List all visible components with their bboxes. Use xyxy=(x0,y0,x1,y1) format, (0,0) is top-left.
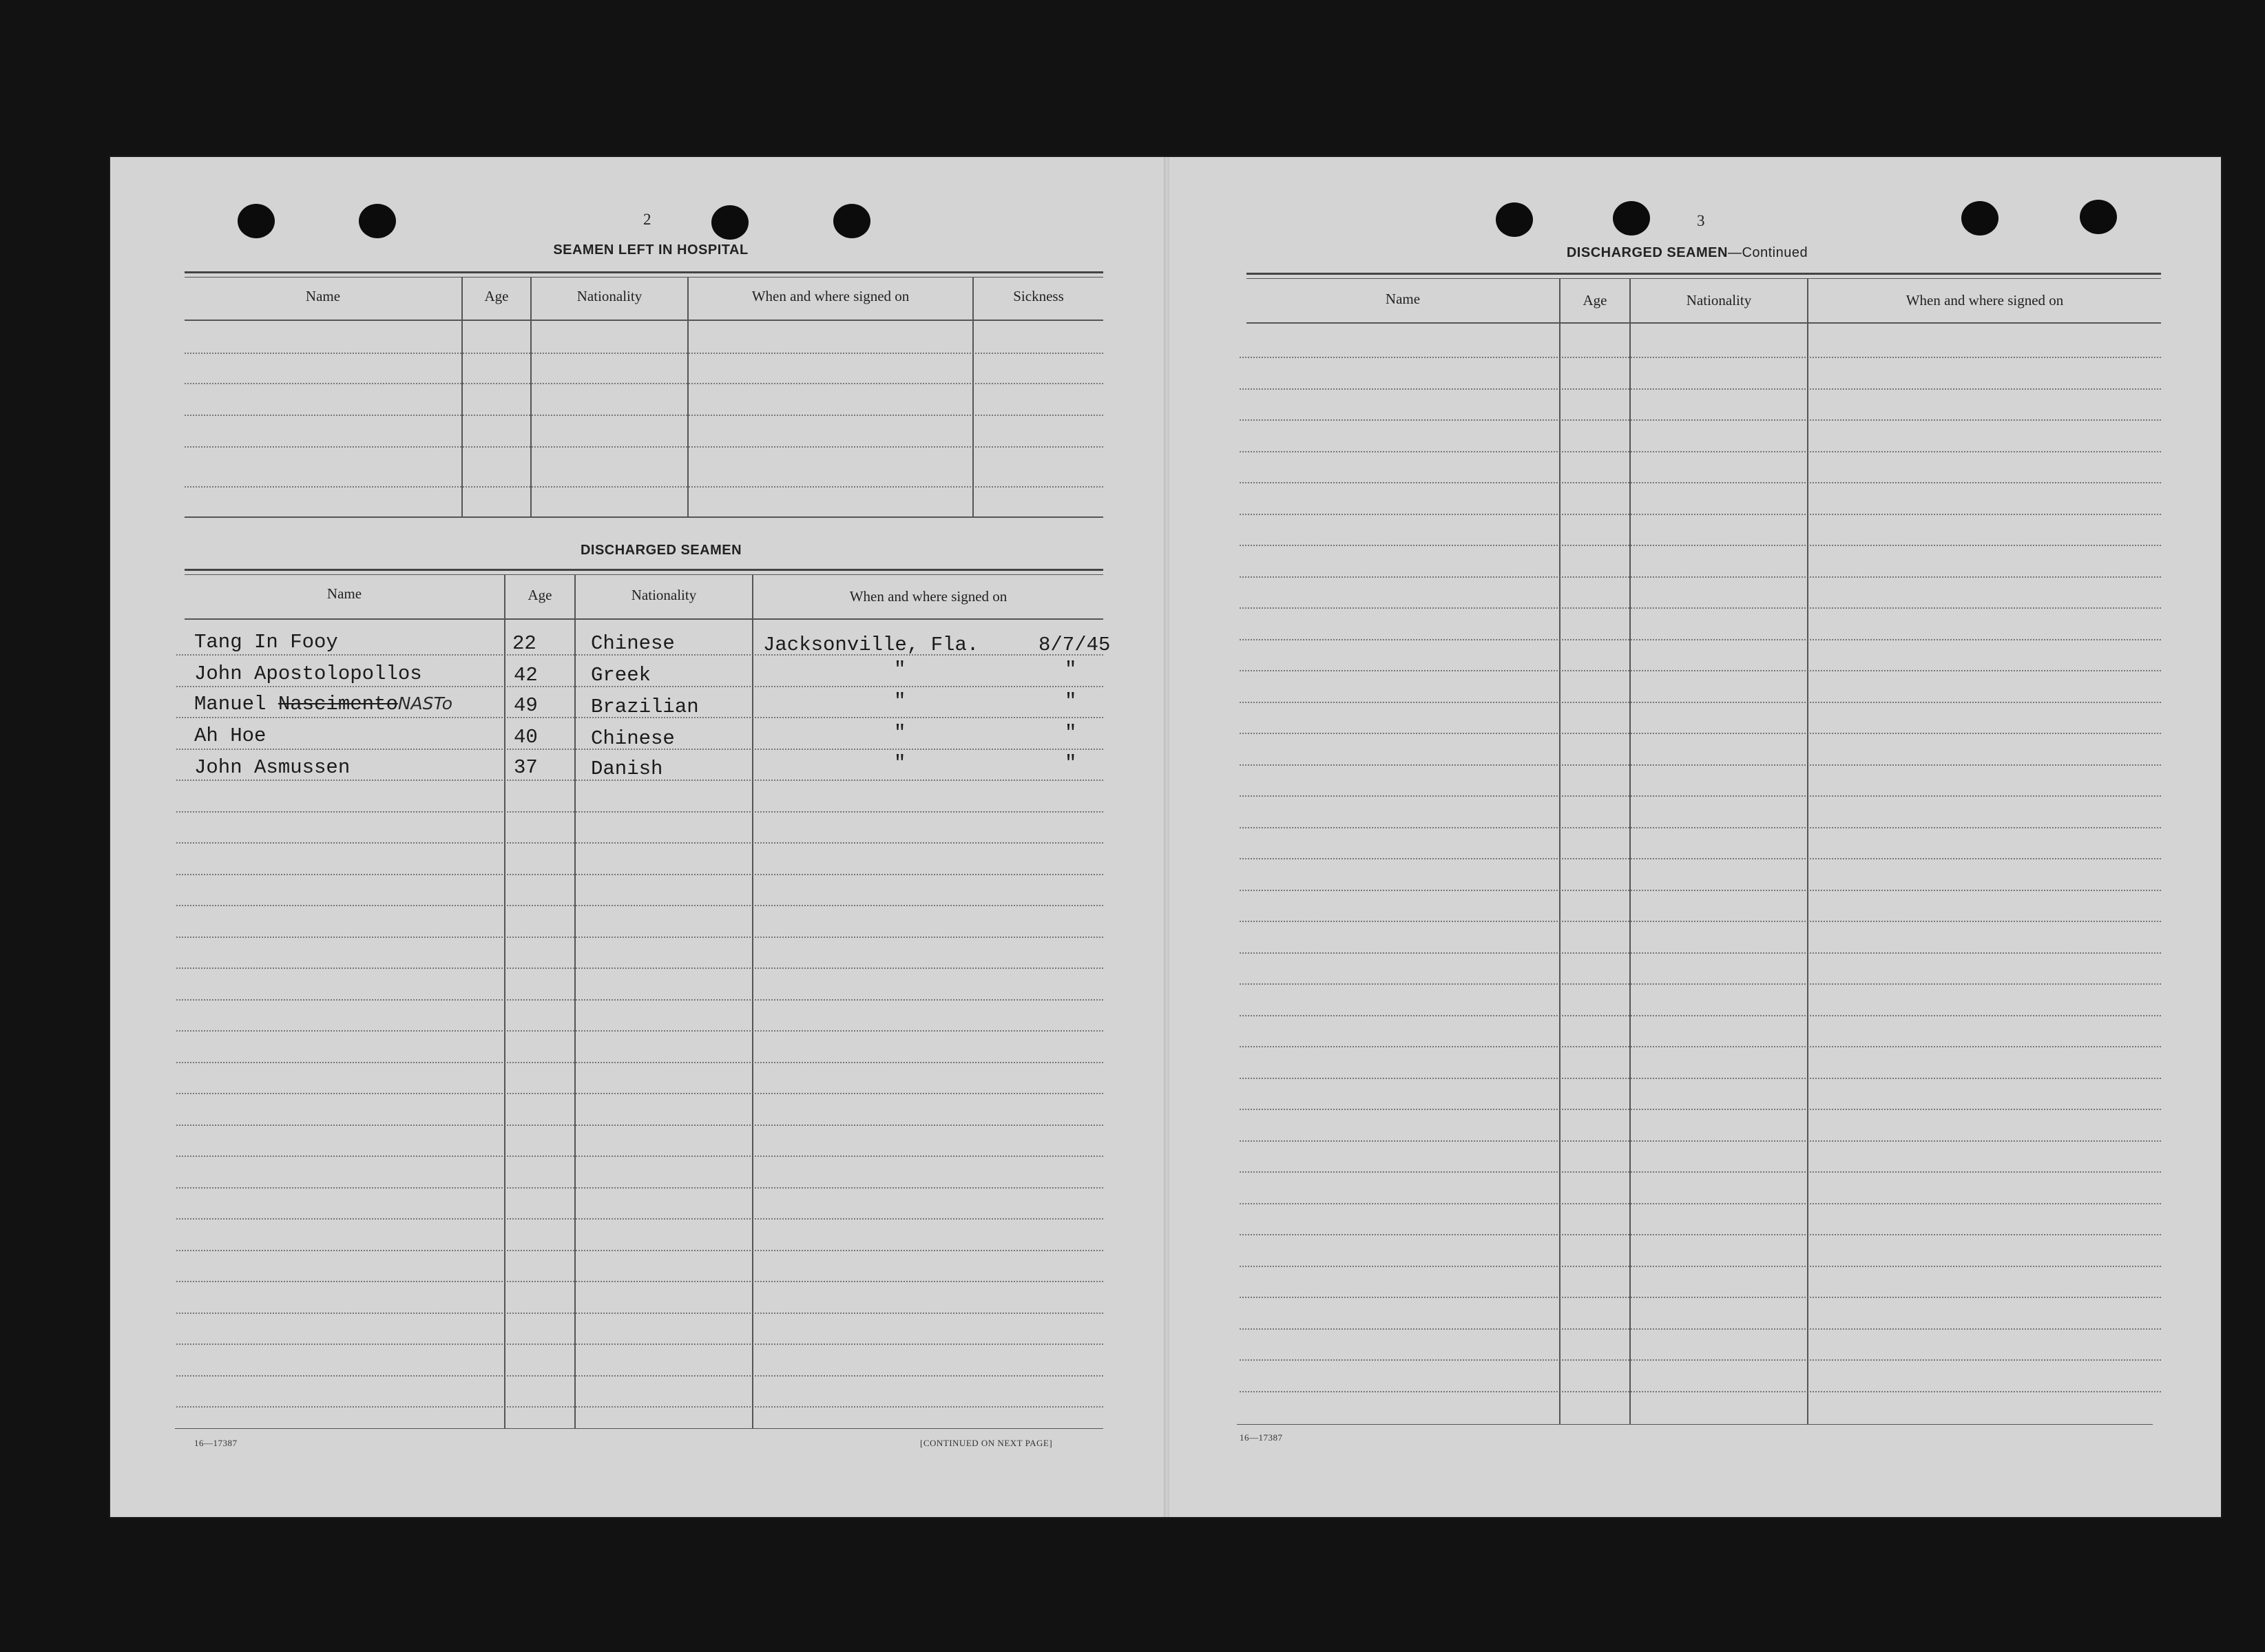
ruled-line xyxy=(1240,1109,2161,1110)
column-divider xyxy=(504,574,505,1428)
ruled-line xyxy=(1240,1046,2161,1047)
ruled-line xyxy=(1240,1297,2161,1298)
col-header-nationality: Nationality xyxy=(631,587,697,603)
seaman-name xyxy=(194,694,452,714)
punch-hole xyxy=(1961,201,1998,236)
column-divider xyxy=(1559,278,1561,1424)
column-divider xyxy=(530,277,532,516)
continued-note: [CONTINUED ON NEXT PAGE] xyxy=(920,1438,1053,1448)
signed-on-place: " xyxy=(894,722,906,744)
column-divider xyxy=(687,277,689,516)
signed-on-place: " xyxy=(894,752,906,775)
seaman-age: 22 xyxy=(512,632,536,655)
ruled-line xyxy=(1240,545,2161,546)
seaman-nationality: Chinese xyxy=(591,632,675,655)
signed-on-date: 8/7/45 xyxy=(1038,634,1111,656)
seaman-name: Ah Hoe xyxy=(194,724,267,747)
column-divider xyxy=(461,277,463,516)
ruled-line xyxy=(1240,1234,2161,1235)
seaman-name: John Apostolopollos xyxy=(194,662,422,685)
ruled-line xyxy=(176,1187,1103,1189)
column-divider xyxy=(752,574,753,1428)
seaman-age: 37 xyxy=(514,756,538,779)
seaman-name: John Asmussen xyxy=(194,756,351,779)
ruled-line xyxy=(185,415,1103,416)
col-header-signed-on: When and where signed on xyxy=(751,288,910,304)
ruled-line xyxy=(176,811,1103,813)
punch-hole xyxy=(1496,202,1533,237)
ruled-line xyxy=(1240,733,2161,734)
ruled-line xyxy=(1240,1171,2161,1173)
struck-name: Nascimento xyxy=(278,693,398,715)
ruled-line xyxy=(1240,514,2161,515)
signed-on-date: " xyxy=(1065,722,1077,744)
handwritten-correction: NASTo xyxy=(397,693,453,713)
ruled-line xyxy=(176,937,1103,938)
ruled-line xyxy=(1240,890,2161,891)
ruled-line xyxy=(176,874,1103,875)
table-top-rule xyxy=(185,277,1103,278)
seaman-nationality: Brazilian xyxy=(591,696,699,718)
signed-on-place: Jacksonville, Fla. xyxy=(763,634,979,656)
signed-on-date: " xyxy=(1065,752,1077,775)
title-main: DISCHARGED SEAMEN xyxy=(1566,245,1728,260)
header-underline xyxy=(185,618,1103,620)
col-header-nationality: Nationality xyxy=(1686,292,1752,309)
seaman-nationality: Danish xyxy=(591,757,663,780)
col-header-name: Name xyxy=(305,288,341,304)
ruled-line xyxy=(176,1093,1103,1094)
punch-hole xyxy=(1613,201,1650,236)
form-number: 16—17387 xyxy=(1240,1432,1283,1443)
ruled-line xyxy=(176,1406,1103,1408)
seaman-name: Tang In Fooy xyxy=(194,631,338,654)
table-bottom-rule xyxy=(1237,1424,2153,1425)
ruled-line xyxy=(1240,1203,2161,1204)
ruled-line xyxy=(1240,1140,2161,1142)
ruled-line xyxy=(176,999,1103,1001)
punch-hole xyxy=(2080,200,2117,234)
form-number: 16—17387 xyxy=(194,1438,238,1448)
signed-on-place: " xyxy=(894,690,906,713)
ruled-line xyxy=(1240,921,2161,922)
ruled-line xyxy=(176,968,1103,969)
ruled-line xyxy=(185,486,1103,488)
ruled-line xyxy=(185,446,1103,448)
ruled-line xyxy=(1240,482,2161,483)
ruled-line xyxy=(1240,858,2161,859)
ruled-line xyxy=(1240,952,2161,954)
seaman-age: 49 xyxy=(514,694,538,717)
ruled-line xyxy=(1240,576,2161,578)
ruled-line xyxy=(185,353,1103,354)
col-header-age: Age xyxy=(1583,292,1607,309)
ruled-line xyxy=(176,1343,1103,1345)
ruled-line xyxy=(1240,1015,2161,1016)
ruled-line xyxy=(1240,1078,2161,1079)
punch-hole xyxy=(833,204,870,238)
signed-on-date: " xyxy=(1065,690,1077,713)
ruled-line xyxy=(176,905,1103,906)
page-number: 3 xyxy=(1697,212,1705,229)
seaman-nationality: Chinese xyxy=(591,727,675,750)
table-top-rule xyxy=(1246,273,2161,275)
ruled-line xyxy=(176,1281,1103,1282)
ruled-line xyxy=(1240,827,2161,828)
title-continued: —Continued xyxy=(1727,245,1808,260)
col-header-signed-on: When and where signed on xyxy=(849,588,1008,605)
column-divider xyxy=(1807,278,1808,1424)
ruled-line xyxy=(176,842,1103,844)
ruled-line xyxy=(1240,388,2161,390)
ruled-line xyxy=(1240,702,2161,703)
header-underline xyxy=(185,320,1103,321)
page-number: 2 xyxy=(643,211,651,228)
ruled-line xyxy=(176,1062,1103,1063)
ruled-line xyxy=(1240,607,2161,609)
table-bottom-rule xyxy=(185,516,1103,518)
header-underline xyxy=(1246,322,2161,324)
ruled-line xyxy=(1240,1391,2161,1392)
col-header-age: Age xyxy=(484,288,509,304)
ruled-line xyxy=(1240,639,2161,640)
table-top-rule xyxy=(185,574,1103,575)
page-fold xyxy=(1164,157,1169,1517)
ruled-line xyxy=(1240,764,2161,766)
seaman-age: 40 xyxy=(514,726,538,749)
ruled-line xyxy=(1240,1266,2161,1267)
col-header-sickness: Sickness xyxy=(1013,288,1064,304)
seaman-age: 42 xyxy=(514,664,538,687)
seaman-nationality: Greek xyxy=(591,664,651,687)
signed-on-date: " xyxy=(1065,658,1077,681)
ruled-line xyxy=(1240,1359,2161,1361)
ruled-line xyxy=(1240,795,2161,797)
table-top-rule xyxy=(185,569,1103,571)
col-header-name: Name xyxy=(1385,291,1421,307)
discharged-section-title: DISCHARGED SEAMEN xyxy=(580,543,742,558)
ruled-line xyxy=(176,1250,1103,1251)
table-top-rule xyxy=(1246,278,2161,279)
col-header-signed-on: When and where signed on xyxy=(1906,292,2064,309)
ruled-line xyxy=(185,383,1103,384)
ruled-line xyxy=(176,1125,1103,1126)
col-header-age: Age xyxy=(528,587,552,603)
column-divider xyxy=(574,574,576,1428)
ruled-line xyxy=(1240,983,2161,985)
ruled-line xyxy=(176,1218,1103,1220)
punch-hole xyxy=(238,204,275,238)
ruled-line xyxy=(176,1375,1103,1377)
table-bottom-rule xyxy=(175,1428,1103,1429)
ruled-line xyxy=(1240,451,2161,452)
column-divider xyxy=(972,277,974,516)
ruled-line xyxy=(1240,357,2161,358)
ruled-line xyxy=(1240,419,2161,421)
ruled-line xyxy=(1240,1328,2161,1330)
ruled-line xyxy=(176,1313,1103,1314)
punch-hole xyxy=(711,205,749,240)
signed-on-place: " xyxy=(894,658,906,681)
col-header-name: Name xyxy=(326,585,362,602)
ruled-line xyxy=(176,1156,1103,1157)
seaman-name-prefix: Manuel xyxy=(194,693,278,715)
col-header-nationality: Nationality xyxy=(576,288,643,304)
ruled-line xyxy=(176,1030,1103,1032)
column-divider xyxy=(1629,278,1631,1424)
table-top-rule xyxy=(185,271,1103,273)
discharged-continued-title xyxy=(1481,245,1894,261)
ruled-line xyxy=(1240,670,2161,671)
punch-hole xyxy=(359,204,396,238)
hospital-section-title: SEAMEN LEFT IN HOSPITAL xyxy=(553,242,749,258)
